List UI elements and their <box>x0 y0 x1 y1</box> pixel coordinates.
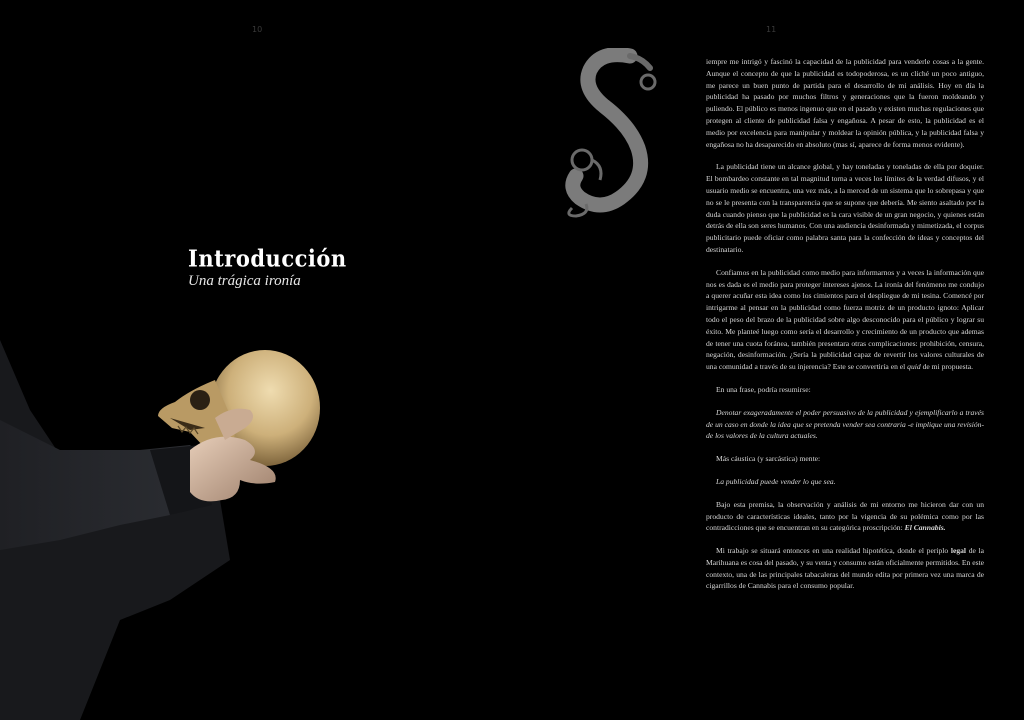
chapter-subtitle: Una trágica ironía <box>188 273 301 289</box>
emphasis-legal: legal <box>950 546 967 556</box>
paragraph: Bajo esta premisa, la observación y análisis de mi entorno me hicieron dar con un producto de características ideales, tanto por la vigencia de su polémica como por las contradicciones que se encuentran en su categórica proscripción: El Cannabis. <box>706 499 984 533</box>
ornamental-dropcap <box>560 48 666 218</box>
paragraph: Mi trabajo se situará entonces en una realidad hipotética, donde el periplo legal de la Marihuana es cosa del pasado, y su venta y consumo están oficialmente permitidos. En este contexto, una de las principales tabacaleras del mundo edita por primera vez una marca de cigarrillos de Cannabis para el consumo popular. <box>706 546 985 591</box>
dropcap-letter: S <box>612 146 614 147</box>
emphasis-quid: quid <box>907 362 921 372</box>
page-number-left: 10 <box>252 25 263 34</box>
chapter-heading <box>188 244 347 290</box>
body-text <box>706 56 984 603</box>
emphasis-cannabis: El Cannabis. <box>904 523 946 533</box>
paragraph: La publicidad tiene un alcance global, y hay toneladas y toneladas de ella por doquier. El bombardeo constante en tal magnitud torna a veces los límites de la verdad difusos, y el usuario medio se encuentra, una vez más, a la merced de un sistema que lo sobrepasa y que no se le presenta con la transparencia que se supone que debería. Me siento asaltado por la duda cuando pienso que la publicidad es la cara visible de un gran negocio, y quienes están detrás de ella son seres humanos. Con una audiencia desinformada y mimetizada, el corpus publicitario puede oficiar como palabra santa para la confección de ideas y conceptos del destinatario. <box>706 162 984 254</box>
paragraph: En una frase, podría resumirse: <box>716 384 811 394</box>
hand-holding-skull-image <box>0 300 360 720</box>
paragraph: iempre me intrigó y fascinó la capacidad de la publicidad para venderle cosas a la gente. Aunque el concepto de que la publicidad es todopoderosa, es un cliché un poco antiguo, me parece un buen punto de partida para el desarrollo de mi análisis. Hoy en día la publicidad ha pasado por muchos filtros y generaciones que la fueron moldeando y puliendo. El público es menos ingenuo que en el pasado y existen muchas regulaciones que protegen al cliente de publicidad falsa y engañosa. A pesar de esto, la publicidad es el medio por excelencia para manipular y moldear la opinión pública, y la publicidad falsa y engañosa no ha desaparecido en absoluto (mas sí, aparece de forma menos evidente). <box>706 57 984 149</box>
chapter-title: Introducción <box>188 244 347 272</box>
paragraph: Confiamos en la publicidad como medio para informarnos y a veces la información que nos es dada es el medio para proteger intereses ajenos. La ironía del fenómeno me condujo a querer acuñar esta idea como los cimientos para el despliegue de mi tesina. Comencé por intrigarme al pensar en la publicidad como fuerza motriz de un producto ignoto: Aplicar todo el peso del brazo de la publicidad sobre algo desconocido para el público y lograr su éxito. Me planteé luego como sería el desarrollo y crecimiento de un producto que ademas de tener una cuota foránea, también presentara otras complicaciones: prohibición, censura, negación, desinformación. ¿Sería la publicidad capaz de revertir los valores culturales de una comunidad a través de su injerencia? Este se convertiría en el quid de mi propuesta. <box>706 267 984 372</box>
quote-paragraph: La publicidad puede vender lo que sea. <box>716 476 836 486</box>
paragraph: Más cáustica (y sarcástica) mente: <box>716 454 821 464</box>
quote-paragraph: Denotar exageradamente el poder persuasivo de la publicidad y ejemplificarlo a través de un caso en donde la idea que se pretenda vender sea contraria -e implique una revisión- de los valores de la cultura actuales. <box>706 407 984 441</box>
page-number-right: 11 <box>766 25 777 34</box>
